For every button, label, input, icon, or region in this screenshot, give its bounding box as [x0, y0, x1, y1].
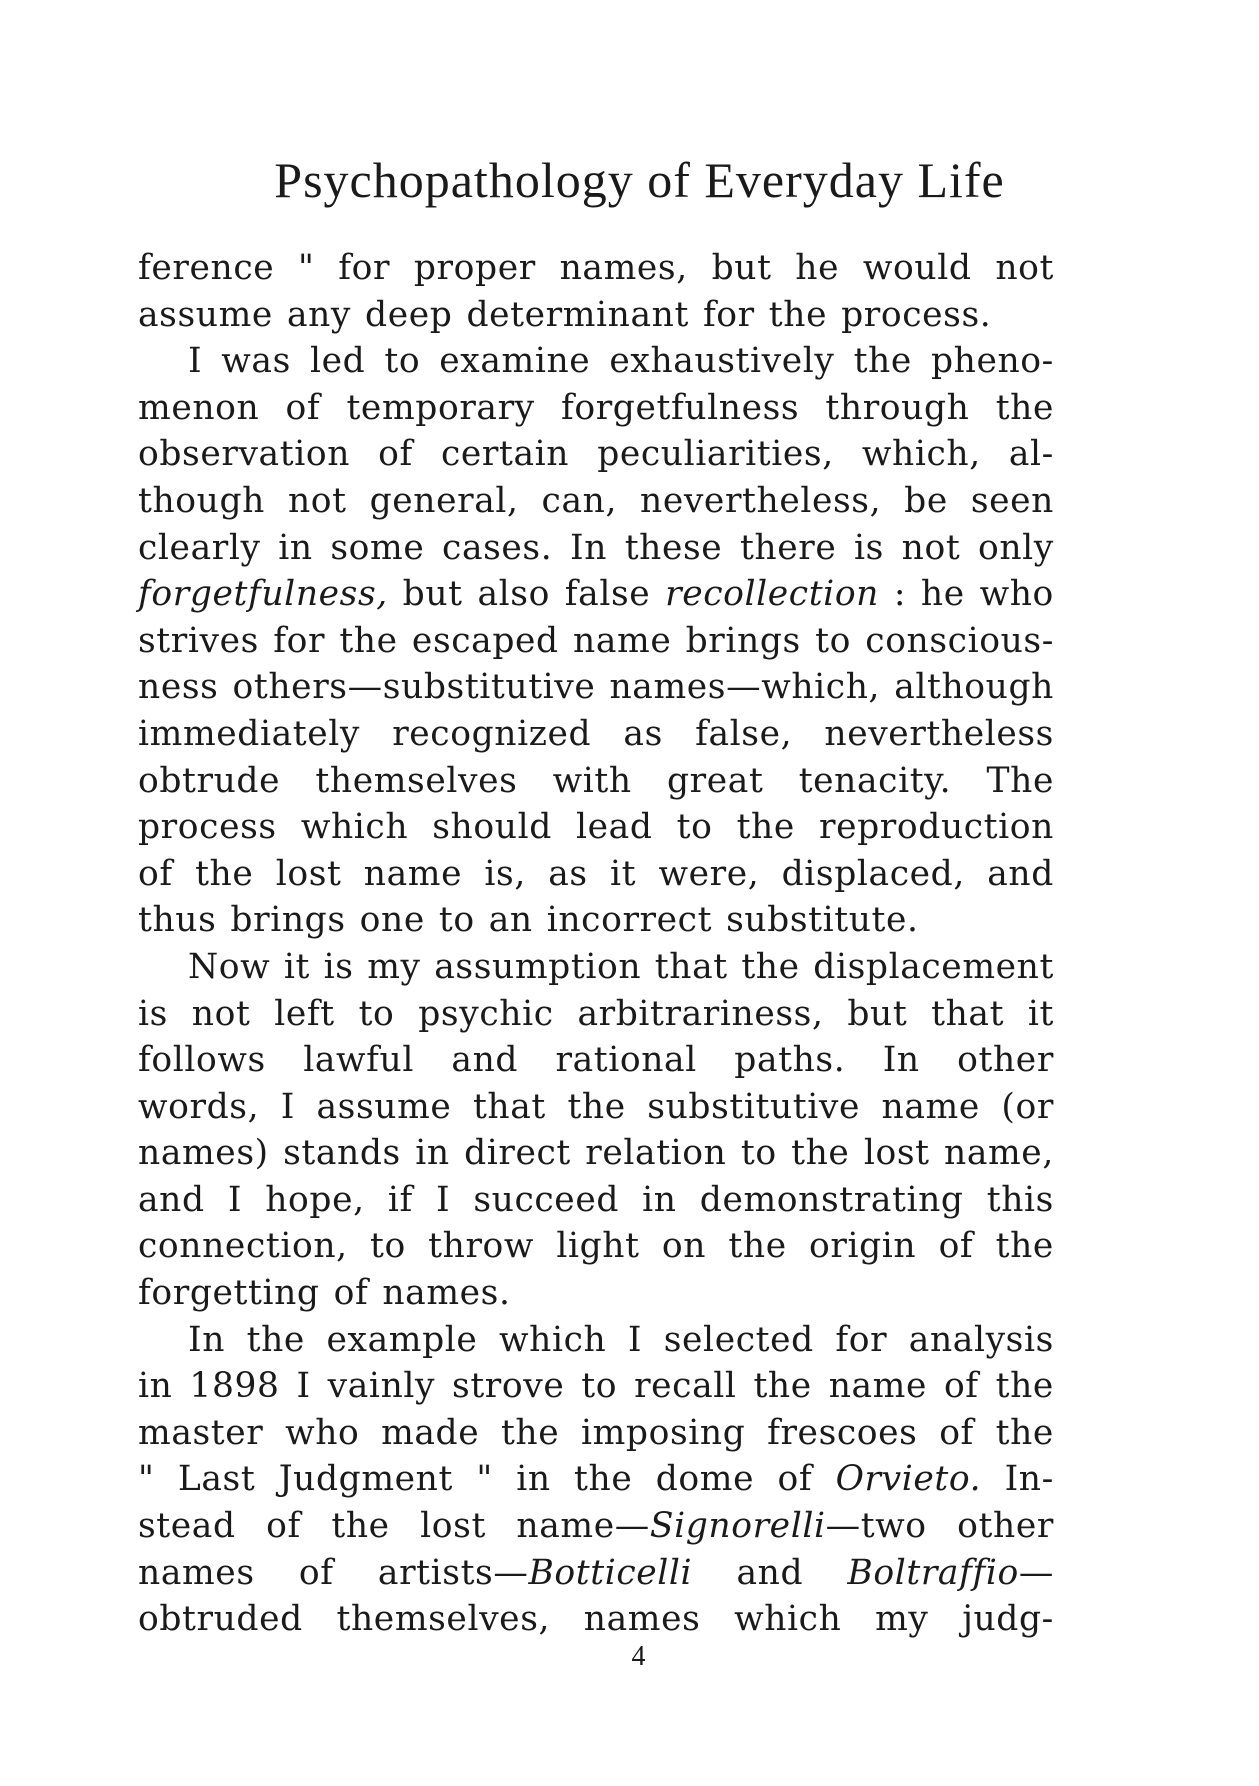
word: dome — [655, 1459, 755, 1500]
word: arbitrariness, — [577, 993, 824, 1034]
word: relation — [585, 1133, 727, 1174]
word: al- — [1008, 434, 1054, 475]
word: the — [500, 1412, 560, 1453]
text-line — [138, 851, 1054, 898]
word: not — [287, 480, 347, 521]
word: to — [676, 807, 713, 848]
word: the — [768, 294, 828, 335]
word: my — [367, 946, 421, 987]
word: is — [323, 946, 354, 987]
word: words, — [138, 1086, 260, 1127]
word: " — [138, 1459, 155, 1500]
word: exhaustively — [609, 341, 835, 382]
word: of — [378, 434, 413, 475]
word: if — [387, 1179, 413, 1220]
word: which — [499, 1319, 607, 1360]
word: light — [556, 1226, 640, 1267]
text-line — [138, 1270, 1054, 1317]
word: made — [381, 1412, 480, 1453]
word: name — [573, 620, 672, 661]
word: the — [741, 946, 800, 987]
word: to — [740, 1133, 777, 1174]
word: in — [415, 1133, 450, 1174]
word: left — [274, 993, 335, 1034]
word: obtrude — [138, 760, 281, 801]
word: In — [569, 527, 608, 568]
word: direct — [464, 1133, 571, 1174]
word: these — [624, 527, 723, 568]
word: the — [753, 1366, 812, 1407]
word: In- — [1004, 1459, 1054, 1500]
word: escaped — [411, 620, 559, 661]
word: false, — [695, 713, 793, 754]
text-line — [138, 1363, 1054, 1410]
word: forgetting — [138, 1273, 320, 1314]
word: follows — [138, 1040, 266, 1081]
word: connection, — [138, 1226, 348, 1267]
word: assumption — [434, 946, 642, 987]
word: names, — [559, 248, 688, 288]
word: examine — [439, 341, 591, 382]
text-line — [138, 1037, 1054, 1084]
text-line — [138, 758, 1054, 805]
word: others—substitutive — [232, 667, 596, 708]
text-line — [138, 245, 1054, 292]
word: name — [363, 853, 463, 894]
word: paths. — [734, 1040, 846, 1081]
text-line — [138, 1456, 1054, 1503]
text-line — [138, 431, 1054, 478]
word: seen — [970, 480, 1054, 521]
word: nevertheless, — [640, 480, 882, 521]
word: to — [358, 993, 395, 1034]
word: The — [986, 760, 1054, 801]
word: lost — [275, 853, 342, 894]
word: the — [339, 620, 398, 661]
word: pheno- — [930, 341, 1054, 382]
word: " — [298, 248, 315, 288]
word: that — [472, 1086, 546, 1127]
word: rational — [555, 1040, 697, 1081]
word: " — [476, 1459, 493, 1500]
word: thus — [138, 900, 217, 941]
word: great — [666, 760, 764, 801]
word: strives — [138, 620, 259, 661]
word: substitutive — [647, 1086, 860, 1127]
text-line — [138, 1317, 1054, 1364]
word: name — [881, 1086, 980, 1127]
word: who — [979, 574, 1054, 615]
word: name, — [944, 1133, 1054, 1174]
word: displacement — [813, 946, 1054, 987]
word: names—which, — [609, 667, 881, 708]
word: themselves, — [336, 1599, 551, 1640]
word: it — [283, 946, 311, 987]
word: lead — [576, 807, 653, 848]
word: were, — [658, 853, 760, 894]
word: only — [977, 527, 1054, 568]
word: themselves — [315, 760, 518, 801]
word: not — [191, 993, 251, 1034]
word: recognized — [392, 713, 592, 754]
word: brings — [685, 620, 801, 661]
running-head: Psychopathology of Everyday Life — [274, 152, 1005, 208]
word: Orvieto. — [835, 1459, 982, 1500]
word: demonstrating — [699, 1179, 964, 1220]
word: with — [552, 760, 632, 801]
word: but — [402, 574, 463, 615]
word: Boltraffio— — [847, 1552, 1054, 1593]
word: example — [326, 1319, 478, 1360]
word: tenacity. — [798, 760, 952, 801]
word: Now — [188, 946, 271, 987]
word: general, — [369, 480, 519, 521]
word: I — [296, 1366, 311, 1407]
word: can, — [541, 480, 618, 521]
word: 1898 — [189, 1366, 280, 1407]
word: nevertheless — [824, 713, 1054, 754]
word: succeed — [473, 1179, 620, 1220]
text-line — [138, 944, 1054, 991]
word: analysis — [908, 1319, 1054, 1360]
word: origin — [809, 1226, 917, 1267]
text-line — [138, 991, 1054, 1038]
word: is — [138, 993, 168, 1034]
word: but — [847, 993, 908, 1034]
word: but — [711, 248, 772, 288]
word: there — [739, 527, 837, 568]
word: the — [567, 1086, 626, 1127]
word: ness — [138, 667, 219, 708]
word: name—Signorelli—two — [516, 1506, 927, 1547]
text-line — [138, 478, 1054, 525]
text-line — [138, 1130, 1054, 1177]
word: also — [477, 574, 550, 615]
word: to — [815, 620, 851, 661]
word: : — [893, 574, 907, 615]
word: forgetfulness — [560, 387, 800, 428]
word: be — [904, 480, 948, 521]
word: Judgment — [278, 1459, 453, 1500]
word: substitute. — [726, 900, 919, 941]
word: an — [488, 900, 533, 941]
word: one — [359, 900, 425, 941]
word: immediately — [138, 713, 360, 754]
word: of — [938, 1226, 974, 1267]
word: should — [432, 807, 552, 848]
text-line — [138, 1503, 1054, 1550]
word: he — [920, 574, 965, 615]
word: for — [273, 620, 326, 661]
word: the — [995, 387, 1054, 428]
word: as — [548, 853, 588, 894]
word: I — [627, 1319, 643, 1360]
word: as — [623, 713, 663, 754]
text-line — [138, 1550, 1054, 1597]
word: clearly — [138, 527, 261, 568]
word: deep — [365, 294, 453, 335]
word: of — [777, 1459, 813, 1500]
word: throw — [428, 1226, 535, 1267]
word: psychic — [418, 993, 554, 1034]
word: name — [828, 1366, 928, 1407]
word: recollection — [665, 574, 880, 615]
word: for — [835, 1319, 888, 1360]
word: vainly — [327, 1366, 436, 1407]
text-line — [138, 897, 1054, 944]
text-line — [138, 1223, 1054, 1270]
word: on — [661, 1226, 707, 1267]
word: lost — [863, 1133, 930, 1174]
word: brings — [230, 900, 346, 941]
word: this — [986, 1179, 1054, 1220]
text-line — [138, 804, 1054, 851]
word: proper — [413, 248, 536, 288]
word: of — [285, 387, 321, 428]
word: forgetfulness, — [138, 574, 388, 615]
word: lawful — [303, 1040, 414, 1081]
word: process — [138, 807, 277, 848]
word: my — [875, 1599, 929, 1640]
word: the — [995, 1412, 1054, 1453]
word: was — [221, 341, 291, 382]
word: in — [642, 1179, 677, 1220]
word: to — [370, 1226, 406, 1267]
word: is — [854, 527, 884, 568]
text-line — [138, 618, 1054, 665]
word: which — [734, 1599, 842, 1640]
word: false — [564, 574, 651, 615]
word: names — [583, 1599, 701, 1640]
word: that — [654, 946, 728, 987]
word: the — [995, 1226, 1054, 1267]
body-text — [138, 245, 1054, 1643]
word: process. — [841, 294, 992, 335]
word: displaced, — [781, 853, 965, 894]
word: artists—Botticelli — [377, 1552, 693, 1593]
word: to — [384, 341, 421, 382]
text-line — [138, 385, 1054, 432]
word: observation — [138, 434, 351, 475]
word: other — [957, 1040, 1054, 1081]
word: frescoes — [767, 1412, 918, 1453]
word: it — [1027, 993, 1054, 1034]
word: the — [195, 853, 254, 894]
word: which — [300, 807, 409, 848]
word: and — [736, 1552, 804, 1593]
word: that — [931, 993, 1005, 1034]
word: would — [862, 248, 972, 288]
word: strove — [452, 1366, 565, 1407]
word: to — [438, 900, 475, 941]
word: stead — [138, 1506, 236, 1547]
word: names. — [382, 1273, 511, 1314]
word: of — [138, 853, 173, 894]
word: in — [278, 527, 313, 568]
word: other — [957, 1506, 1054, 1547]
word: peculiarities, — [597, 434, 834, 475]
word: not — [901, 527, 961, 568]
word: of — [939, 1412, 974, 1453]
word: to — [581, 1366, 618, 1407]
word: assume — [138, 294, 273, 335]
word: stands — [283, 1133, 401, 1174]
word: names — [138, 1552, 255, 1593]
word: names) — [138, 1133, 269, 1174]
word: some — [330, 527, 425, 568]
word: the — [853, 341, 912, 382]
word: determinant — [466, 294, 689, 335]
word: selected — [663, 1319, 814, 1360]
word: I — [227, 1179, 243, 1220]
word: through — [825, 387, 970, 428]
word: incorrect — [546, 900, 713, 941]
word: (or — [1001, 1086, 1054, 1127]
word: any — [286, 294, 352, 335]
word: reproduction — [819, 807, 1054, 848]
text-line — [138, 292, 1054, 339]
word: who — [285, 1412, 360, 1453]
word: lost — [420, 1506, 486, 1547]
word: certain — [440, 434, 570, 475]
word: imposing — [580, 1412, 746, 1453]
word: and — [451, 1040, 519, 1081]
word: for — [702, 294, 755, 335]
word: conscious- — [865, 620, 1054, 661]
text-line — [138, 1596, 1054, 1643]
word: temporary — [346, 387, 535, 428]
word: cases. — [442, 527, 553, 568]
text-line — [138, 525, 1054, 572]
word: and — [138, 1179, 205, 1220]
text-line — [138, 1410, 1054, 1457]
word: assume — [316, 1086, 452, 1127]
word: ference — [138, 248, 275, 288]
text-line — [138, 1177, 1054, 1224]
word: the — [791, 1133, 850, 1174]
word: the — [736, 807, 795, 848]
word: it — [610, 853, 637, 894]
word: although — [894, 667, 1054, 708]
word: for — [338, 248, 391, 288]
word: of — [266, 1506, 301, 1547]
text-line — [138, 664, 1054, 711]
word: in — [138, 1366, 173, 1407]
word: he — [795, 248, 840, 288]
word: recall — [634, 1366, 737, 1407]
word: hope, — [265, 1179, 365, 1220]
word: In — [188, 1319, 226, 1360]
word: of — [333, 1273, 369, 1314]
word: I — [188, 341, 203, 382]
page-number: 4 — [631, 1641, 646, 1672]
word: I — [435, 1179, 451, 1220]
word: though — [138, 480, 265, 521]
word: is, — [484, 853, 526, 894]
word: judg- — [962, 1599, 1054, 1640]
word: I — [280, 1086, 295, 1127]
text-line — [138, 711, 1054, 758]
word: the — [574, 1459, 633, 1500]
word: the — [995, 1366, 1054, 1407]
word: master — [138, 1412, 264, 1453]
word: in — [516, 1459, 551, 1500]
text-line — [138, 338, 1054, 385]
word: the — [246, 1319, 305, 1360]
text-line — [138, 1084, 1054, 1131]
word: which, — [861, 434, 981, 475]
word: led — [309, 341, 366, 382]
word: obtruded — [138, 1599, 303, 1640]
word: and — [987, 853, 1054, 894]
word: Last — [177, 1459, 256, 1500]
text-line — [138, 571, 1054, 618]
word: the — [728, 1226, 787, 1267]
word: menon — [138, 387, 260, 428]
word: of — [298, 1552, 334, 1593]
word: In — [882, 1040, 920, 1081]
word: the — [331, 1506, 390, 1547]
word: of — [943, 1366, 979, 1407]
word: not — [995, 248, 1054, 288]
